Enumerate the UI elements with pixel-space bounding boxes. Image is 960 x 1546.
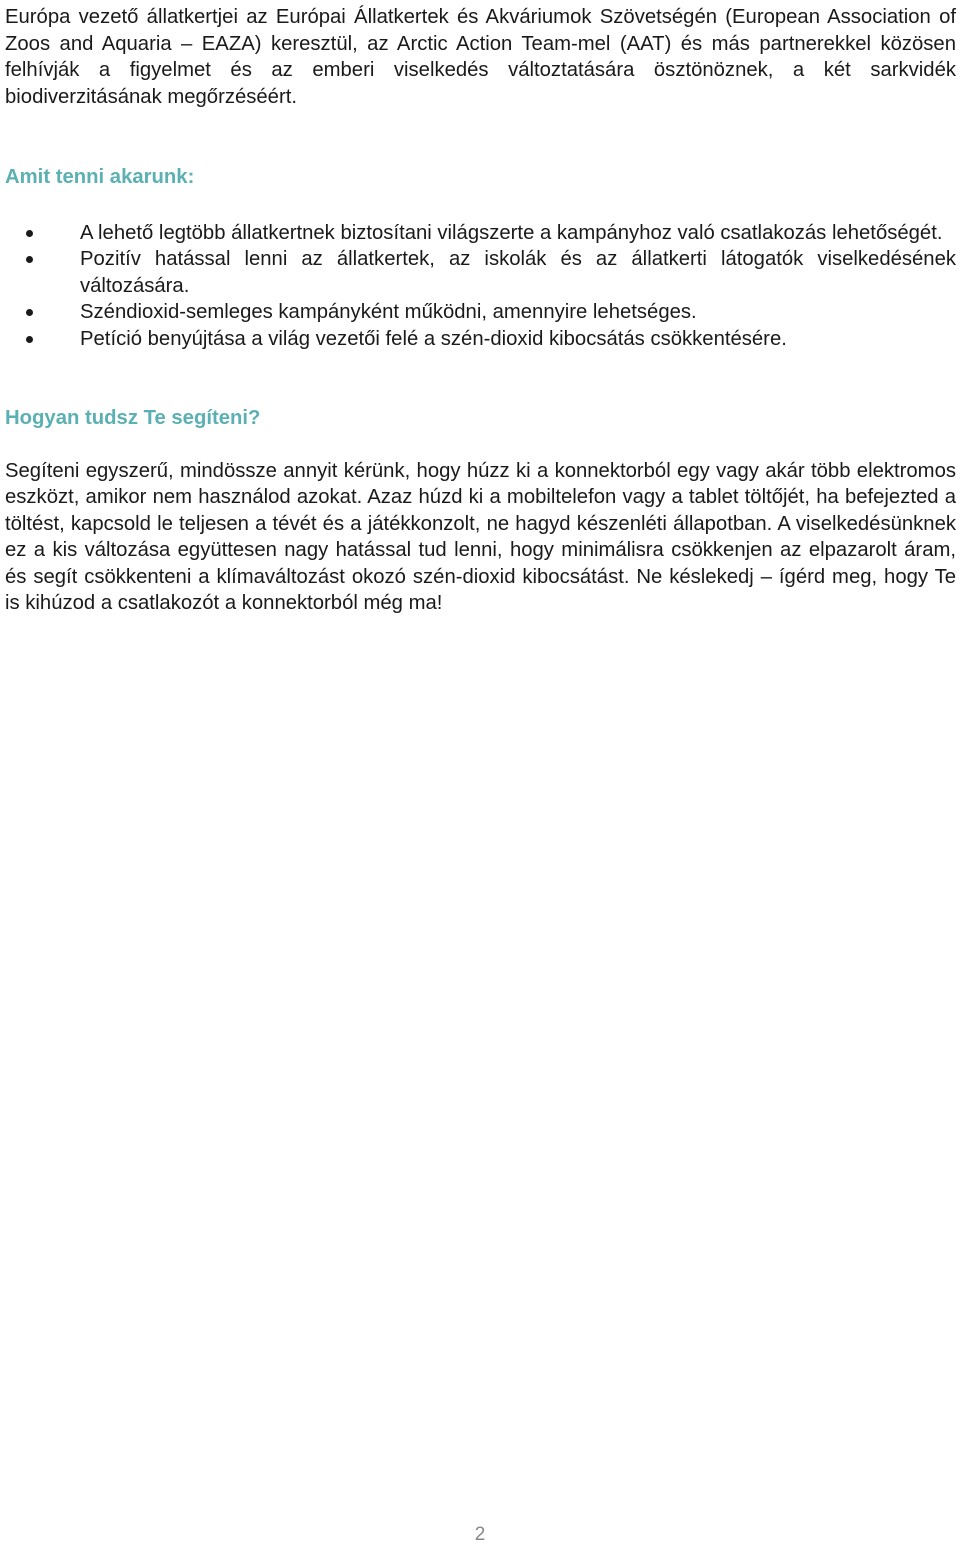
bullet-icon	[26, 309, 33, 316]
list-item	[5, 326, 956, 353]
list-item	[5, 220, 956, 247]
list-item	[5, 299, 956, 326]
document-page	[5, 4, 956, 617]
list-item-text: Széndioxid-semleges kampányként működni, amennyire lehetséges.	[80, 301, 697, 323]
page-number: 2	[474, 1524, 486, 1545]
goals-list	[5, 220, 956, 353]
section-heading-help: Hogyan tudsz Te segíteni?	[5, 407, 261, 429]
bullet-icon	[26, 256, 33, 263]
list-item-text: Pozitív hatással lenni az állatkertek, az iskolák és az állatkerti látogatók viselkedésének változására.	[80, 248, 956, 297]
list-item-text: Petíció benyújtása a világ vezetői felé a szén-dioxid kibocsátás csökkentésére.	[80, 327, 787, 350]
help-paragraph: Segíteni egyszerű, mindössze annyit kérünk, hogy húzz ki a konnektorból egy vagy akár több elektromos eszközt, amikor nem használod azokat. Azaz húzd ki a mobiltelefon vagy a tablet töltőjét, ha befejezted a töltést, kapcsold le teljesen a tévét és a játékkonzolt, ne hagyd készenléti állapotban. A viselkedésünknek ez a kis változása együttesen nagy hatással tud lenni, hogy minimálisra csökkenjen az elpazarolt áram, és segít csökkenteni a klímaváltozást okozó szén-dioxid kibocsátást. Ne késlekedj – ígérd meg, hogy Te is kihúzod a csatlakozót a konnektorból még ma!	[5, 459, 956, 614]
intro-paragraph: Európa vezető állatkertjei az Európai Állatkertek és Akváriumok Szövetségén (European Association of Zoos and Aquaria – EAZA) keresztül, az Arctic Action Team-mel (AAT) és más partnerekkel közösen felhívják a figyelmet és az emberi viselkedés változtatására ösztönöznek, a két sarkvidék biodiverzitásának megőrzéséért.	[5, 6, 956, 108]
list-item	[5, 246, 956, 299]
list-item-text: A lehető legtöbb állatkertnek biztosítani világszerte a kampányhoz való csatlakozás lehetőségét.	[80, 221, 943, 244]
section-heading-goals: Amit tenni akarunk:	[5, 166, 195, 188]
bullet-icon	[26, 230, 33, 237]
bullet-icon	[26, 336, 33, 343]
